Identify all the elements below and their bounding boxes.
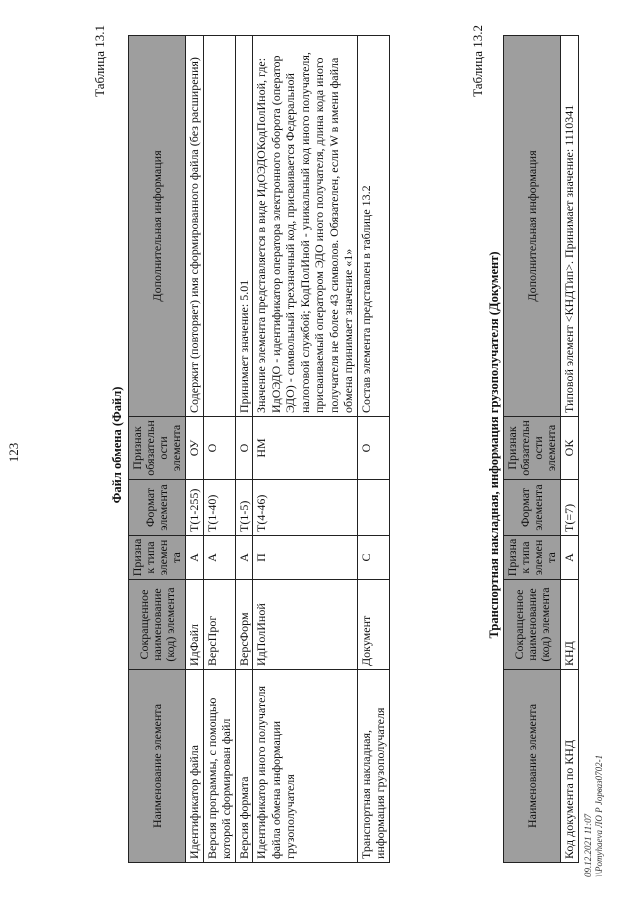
- cell-format: Т(4-46): [253, 480, 358, 536]
- table-1-header-row: [129, 36, 186, 863]
- cell-info: Содержит (повторяет) имя сформированного файла (без расширения): [186, 36, 204, 417]
- table-2-caption: Транспортная накладная, информация грузополучателя (Документ): [487, 251, 501, 639]
- cell-code: ВерсПрог: [203, 580, 235, 670]
- page-number: 123: [6, 442, 21, 463]
- table-row: [186, 36, 204, 863]
- table-2-header-format: Формат элемента: [504, 480, 561, 536]
- cell-code: ИдПолИной: [253, 580, 358, 670]
- cell-required: НМ: [253, 417, 358, 480]
- table-row: [203, 36, 235, 863]
- table-1-caption: Файл обмена (Файл): [110, 386, 124, 504]
- cell-type: А: [561, 536, 579, 580]
- print-stamp: [583, 617, 605, 877]
- cell-code: Документ: [357, 580, 389, 670]
- cell-type: С: [357, 536, 389, 580]
- table-2-number: Таблица 13.2: [470, 25, 485, 97]
- cell-name: Идентификатор иного получателя файла обмена информации грузополучателя: [253, 670, 358, 863]
- cell-info: Состав элемента представлен в таблице 13.2: [357, 36, 389, 417]
- cell-code: ИдФайл: [186, 580, 204, 670]
- print-stamp-path: \\Pomyhaeva ЛО Р Јорваз0702-1: [594, 754, 604, 877]
- print-stamp-date: 09.12.2021 11:07: [583, 813, 593, 877]
- table-row: [253, 36, 358, 863]
- cell-type: А: [235, 536, 253, 580]
- table-2-header-info: Дополнительная информация: [504, 36, 561, 417]
- table-row: [357, 36, 389, 863]
- cell-format: Т(1-255): [186, 480, 204, 536]
- cell-required: ОУ: [186, 417, 204, 480]
- cell-name: Код документа по КНД: [561, 670, 579, 863]
- cell-type: А: [203, 536, 235, 580]
- cell-name: Идентификатор файла: [186, 670, 204, 863]
- cell-format: Т(1-5): [235, 480, 253, 536]
- table-1-header-type: Признак типа элемента: [129, 536, 186, 580]
- cell-code: ВерсФорм: [235, 580, 253, 670]
- table-row: [235, 36, 253, 863]
- table-1-number: Таблица 13.1: [92, 25, 107, 97]
- table-2-header-type: Признак типа элемента: [504, 536, 561, 580]
- cell-name: Версия формата: [235, 670, 253, 863]
- cell-info: Принимает значение: 5.01: [235, 36, 253, 417]
- cell-required: ОК: [561, 417, 579, 480]
- cell-info: [203, 36, 235, 417]
- table-2-header-code: Сокращенное наименование (код) элемента: [504, 580, 561, 670]
- cell-type: А: [186, 536, 204, 580]
- table-1-header-name: Наименование элемента: [129, 670, 186, 863]
- table-1-header-code: Сокращенное наименование (код) элемента: [129, 580, 186, 670]
- table-2-header-required: Признак обязательности элемента: [504, 417, 561, 480]
- table-1-header-format: Формат элемента: [129, 480, 186, 536]
- table-1-header-required: Признак обязательности элемента: [129, 417, 186, 480]
- cell-required: О: [203, 417, 235, 480]
- table-1: [128, 35, 390, 863]
- cell-info: Типовой элемент <КНДТип>. Принимает значение: 1110341: [561, 36, 579, 417]
- table-2-header-name: Наименование элемента: [504, 670, 561, 863]
- cell-name: Транспортная накладная, информация грузополучателя: [357, 670, 389, 863]
- table-2-header-row: [504, 36, 561, 863]
- cell-format: Т(=7): [561, 480, 579, 536]
- cell-format: Т(1-40): [203, 480, 235, 536]
- cell-code: КНД: [561, 580, 579, 670]
- cell-type: П: [253, 536, 358, 580]
- cell-format: [357, 480, 389, 536]
- table-row: [561, 36, 579, 863]
- cell-required: О: [357, 417, 389, 480]
- cell-info: Значение элемента представляется в виде ИдОЭДОКодПолИной, где: ИдОЭДО - идентификатор оператора электронного оборота (оператор ЭДО) - символьный трехзначный код, присваивается Федеральной налоговой службой; КодПолИной - уникальный код иного получателя, присваиваемый оператором ЭДО иного получателя, длина кода иного получателя не более 43 символов. Обязателен, если W в имени файла обмена принимает значение «1»: [253, 36, 358, 417]
- table-1-header-info: Дополнительная информация: [129, 36, 186, 417]
- cell-required: О: [235, 417, 253, 480]
- table-2: [503, 35, 579, 863]
- cell-name: Версия программы, с помощью которой сформирован файл: [203, 670, 235, 863]
